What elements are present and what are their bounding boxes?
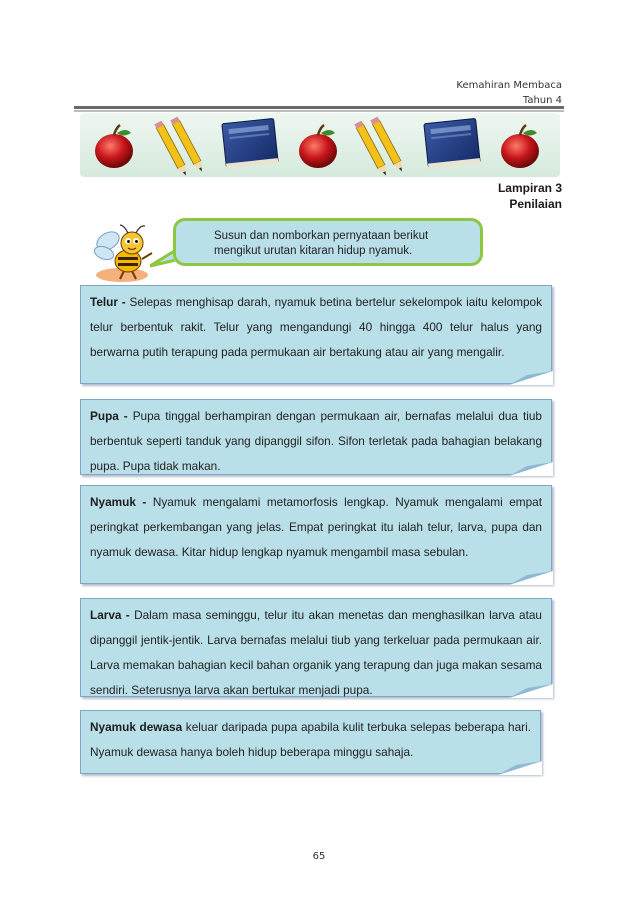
card-label: Larva - (90, 608, 130, 622)
card-label: Nyamuk dewasa (90, 720, 183, 734)
apple-icon (95, 125, 133, 168)
header-year: Tahun 4 (522, 95, 562, 106)
appendix-title: Lampiran 3 (497, 181, 562, 195)
header-rule (74, 106, 564, 109)
pencils-icon (354, 117, 405, 177)
appendix-subtitle: Penilaian (509, 197, 562, 211)
book-icon (222, 118, 278, 168)
card-nyamuk-dewasa[interactable] (80, 710, 541, 774)
instruction-line-1: Susun dan nomborkan pernyataan berikut (214, 230, 429, 242)
page-curl-icon (509, 371, 553, 385)
card-label: Pupa - (90, 409, 128, 423)
instruction-text (214, 229, 454, 259)
instruction-line-2: mengikut urutan kitaran hidup nyamuk. (214, 245, 413, 257)
page-curl-icon (509, 462, 553, 476)
instruction-bubble (173, 218, 483, 266)
card-label: Nyamuk - (90, 495, 147, 509)
page-curl-icon (509, 684, 553, 698)
header-rule-light (74, 110, 564, 112)
apple-icon (299, 125, 337, 168)
appendix-label (498, 180, 562, 212)
card-nyamuk[interactable] (80, 485, 552, 584)
page-header (456, 78, 562, 108)
book-icon (424, 118, 480, 168)
page-curl-icon (498, 761, 542, 775)
apple-icon (501, 125, 539, 168)
card-label: Telur - (90, 295, 126, 309)
pencils-icon (154, 117, 205, 177)
page-curl-icon (509, 571, 553, 585)
decorative-banner (80, 113, 560, 177)
header-subject: Kemahiran Membaca (456, 80, 562, 91)
card-text: Pupa tinggal berhampiran dengan permukaan air, bernafas melalui dua tiub berbentuk seperti tanduk yang dipanggil sifon. Sifon terletak pada bahagian belakang pupa. Pupa tidak makan. (90, 409, 542, 473)
card-text: Nyamuk mengalami metamorfosis lengkap. Nyamuk mengalami empat peringkat perkembangan yang jelas. Empat peringkat itu ialah telur, larva, pupa dan nyamuk dewasa. Kitar hidup lengkap nyamuk mengambil masa sebulan. (90, 495, 543, 559)
card-pupa[interactable] (80, 399, 552, 475)
page-number: 65 (312, 851, 326, 862)
card-text: keluar daripada pupa apabila kulit terbuka selepas beberapa hari. Nyamuk dewasa hanya boleh hidup beberapa minggu sahaja. (90, 720, 532, 759)
card-text: Dalam masa seminggu, telur itu akan menetas dan menghasilkan larva atau dipanggil jentik-jentik. Larva bernafas melalui tiub yang terkeluar pada permukaan air. Larva memakan bahagian kecil bahan organik yang terapung dan juga makan sesama sendiri. Seterusnya larva akan bertukar menjadi pupa. (90, 608, 542, 697)
card-text: Selepas menghisap darah, nyamuk betina bertelur sekelompok iaitu kelompok telur berbentuk rakit. Telur yang mengandungi 40 hingga 400 telur halus yang berwarna putih terapung pada permukaan air bertakung atau air yang mengalir. (90, 295, 542, 359)
card-larva[interactable] (80, 598, 552, 697)
card-telur[interactable] (80, 285, 552, 384)
